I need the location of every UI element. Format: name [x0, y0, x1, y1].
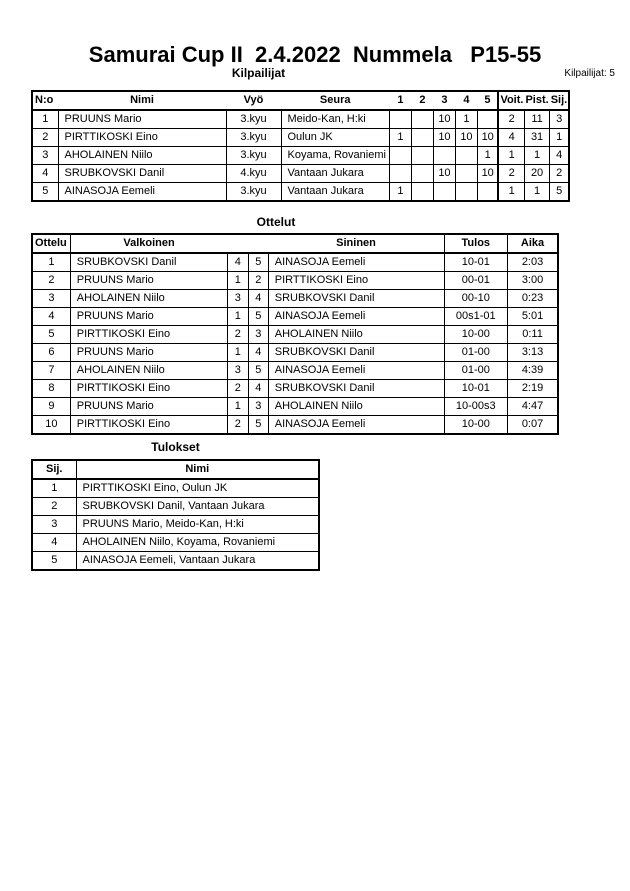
table-cell: AINASOJA Eemeli, Vantaan Jukara [76, 552, 319, 571]
col-header-aika: Aika [507, 234, 558, 253]
table-cell [411, 183, 433, 202]
table-cell: 4 [248, 380, 268, 398]
table-cell: 10-01 [444, 380, 507, 398]
table-cell [411, 110, 433, 129]
section-heading-tulokset: Tulokset [151, 440, 200, 454]
table-cell: 10 [455, 129, 477, 147]
table-cell: PIRTTIKOSKI Eino [58, 129, 226, 147]
table-cell: 5:01 [507, 308, 558, 326]
table-cell: PIRTTIKOSKI Eino, Oulun JK [76, 479, 319, 498]
competitors-table [31, 90, 570, 202]
col-header-sininen: Sininen [268, 234, 444, 253]
table-cell: 4 [550, 147, 570, 165]
table-row [32, 326, 558, 344]
table-cell: 5 [248, 362, 268, 380]
table-row [32, 552, 319, 571]
col-header-pist: Pist. [524, 91, 549, 110]
table-cell: 9 [32, 398, 70, 416]
table-cell: 3 [550, 110, 570, 129]
table-cell: 10 [433, 165, 455, 183]
table-cell: PRUUNS Mario [70, 398, 227, 416]
table-cell: 10-00 [444, 416, 507, 435]
table-cell [389, 147, 411, 165]
col-header-nimi: Nimi [58, 91, 226, 110]
table-cell: 5 [32, 183, 58, 202]
table-cell: 2 [32, 129, 58, 147]
table-cell: PRUUNS Mario [70, 272, 227, 290]
table-cell: 10 [32, 416, 70, 435]
table-cell: AHOLAINEN Niilo, Koyama, Rovaniemi [76, 534, 319, 552]
table-cell: PRUUNS Mario, Meido-Kan, H:ki [76, 516, 319, 534]
table-cell [411, 165, 433, 183]
table-cell: 4 [227, 253, 248, 272]
table-cell: 1 [32, 479, 76, 498]
table-row [32, 110, 569, 129]
table-cell: 1 [32, 253, 70, 272]
table-cell: 3 [32, 290, 70, 308]
table-cell: 10-00s3 [444, 398, 507, 416]
col-header-tulos: Tulos [444, 234, 507, 253]
table-cell: AINASOJA Eemeli [268, 416, 444, 435]
table-cell: 7 [32, 362, 70, 380]
table-cell [433, 183, 455, 202]
col-header-vyo: Vyö [226, 91, 281, 110]
table-cell: 4 [248, 290, 268, 308]
table-cell [455, 147, 477, 165]
matches-table-body [32, 253, 558, 434]
table-cell: PRUUNS Mario [58, 110, 226, 129]
table-cell: 3 [248, 326, 268, 344]
table-cell: 3 [32, 516, 76, 534]
col-header-r3: 3 [433, 91, 455, 110]
col-header-blue-number [248, 234, 268, 253]
table-cell: PRUUNS Mario [70, 344, 227, 362]
table-row [32, 290, 558, 308]
table-row [32, 308, 558, 326]
table-cell [389, 165, 411, 183]
table-cell: 6 [32, 344, 70, 362]
table-cell: 1 [550, 129, 570, 147]
table-cell: 1 [389, 129, 411, 147]
table-row [32, 344, 558, 362]
table-row [32, 129, 569, 147]
table-cell: 5 [248, 308, 268, 326]
table-cell: 2 [227, 380, 248, 398]
table-cell: SRUBKOVSKI Danil [70, 253, 227, 272]
competitors-table-body [32, 110, 569, 201]
page-title: Samurai Cup II 2.4.2022 Nummela P15-55 [88, 42, 542, 67]
table-cell: AHOLAINEN Niilo [70, 290, 227, 308]
table-cell: 4 [32, 165, 58, 183]
table-cell: SRUBKOVSKI Danil [58, 165, 226, 183]
table-cell: 3.kyu [226, 110, 281, 129]
table-cell: Vantaan Jukara [281, 183, 389, 202]
table-row [32, 479, 319, 498]
table-cell: 2 [498, 110, 524, 129]
table-cell: AINASOJA Eemeli [268, 308, 444, 326]
table-cell: 00-01 [444, 272, 507, 290]
table-cell: 1 [227, 398, 248, 416]
table-cell [389, 110, 411, 129]
table-cell: AHOLAINEN Niilo [70, 362, 227, 380]
section-heading-kilpailijat: Kilpailijat [231, 66, 286, 80]
table-cell: 1 [227, 272, 248, 290]
col-header-r1: 1 [389, 91, 411, 110]
table-cell: 10 [433, 110, 455, 129]
table-cell: 0:11 [507, 326, 558, 344]
table-cell: 4.kyu [226, 165, 281, 183]
table-cell: 4 [498, 129, 524, 147]
table-cell: 3 [227, 290, 248, 308]
table-cell: 2:19 [507, 380, 558, 398]
table-cell: AHOLAINEN Niilo [58, 147, 226, 165]
table-cell [455, 165, 477, 183]
table-cell: 8 [32, 380, 70, 398]
table-cell [433, 147, 455, 165]
table-cell: 1 [477, 147, 498, 165]
table-cell: 3.kyu [226, 183, 281, 202]
table-cell [455, 183, 477, 202]
table-cell: 4:39 [507, 362, 558, 380]
final-results-table [31, 459, 320, 571]
table-cell: 20 [524, 165, 549, 183]
table-cell: 4 [32, 534, 76, 552]
table-cell: 00s1-01 [444, 308, 507, 326]
table-cell: 3.kyu [226, 147, 281, 165]
table-cell: 01-00 [444, 344, 507, 362]
table-row [32, 165, 569, 183]
table-row [32, 380, 558, 398]
table-cell: 2 [32, 272, 70, 290]
table-cell [477, 110, 498, 129]
col-header-name: Nimi [76, 460, 319, 479]
table-cell: 1 [227, 344, 248, 362]
table-cell: Meido-Kan, H:ki [281, 110, 389, 129]
table-cell: 2 [498, 165, 524, 183]
table-cell: 3:00 [507, 272, 558, 290]
table-row [32, 183, 569, 202]
table-cell: AHOLAINEN Niilo [268, 398, 444, 416]
table-cell: 3 [248, 398, 268, 416]
col-header-seura: Seura [281, 91, 389, 110]
table-row [32, 416, 558, 435]
table-cell: 3:13 [507, 344, 558, 362]
final-results-table-body [32, 479, 319, 570]
table-cell: 1 [498, 183, 524, 202]
table-row [32, 534, 319, 552]
table-cell: 5 [248, 253, 268, 272]
table-cell: SRUBKOVSKI Danil [268, 380, 444, 398]
table-cell: 0:07 [507, 416, 558, 435]
table-row [32, 362, 558, 380]
table-cell: 10 [477, 129, 498, 147]
competitors-count-label: Kilpailijat: 5 [564, 68, 615, 79]
table-cell: 1 [389, 183, 411, 202]
table-row [32, 398, 558, 416]
table-cell: 1 [32, 110, 58, 129]
table-row [32, 272, 558, 290]
col-header-white-number [227, 234, 248, 253]
competitors-header-row [32, 91, 569, 110]
col-header-r5: 5 [477, 91, 498, 110]
table-cell: Koyama, Rovaniemi [281, 147, 389, 165]
table-cell [411, 129, 433, 147]
table-cell: 00-10 [444, 290, 507, 308]
col-header-r2: 2 [411, 91, 433, 110]
table-cell: PIRTTIKOSKI Eino [70, 380, 227, 398]
table-row [32, 147, 569, 165]
col-header-voit: Voit. [498, 91, 524, 110]
table-cell: AINASOJA Eemeli [58, 183, 226, 202]
table-cell: SRUBKOVSKI Danil [268, 290, 444, 308]
table-cell: 01-00 [444, 362, 507, 380]
table-cell: PIRTTIKOSKI Eino [70, 416, 227, 435]
table-row [32, 498, 319, 516]
table-cell: 2 [248, 272, 268, 290]
table-cell: 5 [32, 326, 70, 344]
table-cell: 0:23 [507, 290, 558, 308]
table-cell: 2:03 [507, 253, 558, 272]
col-header-no: N:o [32, 91, 58, 110]
table-cell: 5 [32, 552, 76, 571]
table-cell: SRUBKOVSKI Danil [268, 344, 444, 362]
table-cell: 1 [524, 147, 549, 165]
table-cell: Oulun JK [281, 129, 389, 147]
table-cell: 4 [32, 308, 70, 326]
table-cell: 3 [32, 147, 58, 165]
col-header-sij: Sij. [550, 91, 570, 110]
table-cell: PIRTTIKOSKI Eino [70, 326, 227, 344]
table-cell: 1 [524, 183, 549, 202]
table-cell [411, 147, 433, 165]
col-header-valkoinen: Valkoinen [70, 234, 227, 253]
table-cell: 10 [433, 129, 455, 147]
table-cell: 1 [498, 147, 524, 165]
table-cell: 1 [455, 110, 477, 129]
table-cell: 5 [248, 416, 268, 435]
table-cell: AHOLAINEN Niilo [268, 326, 444, 344]
table-cell: PIRTTIKOSKI Eino [268, 272, 444, 290]
table-cell: 2 [32, 498, 76, 516]
table-cell: 4:47 [507, 398, 558, 416]
matches-header-row [32, 234, 558, 253]
table-cell: 10-00 [444, 326, 507, 344]
table-row [32, 516, 319, 534]
table-cell: 2 [227, 326, 248, 344]
table-cell: 31 [524, 129, 549, 147]
col-header-placement: Sij. [32, 460, 76, 479]
table-cell: 11 [524, 110, 549, 129]
table-cell: 1 [227, 308, 248, 326]
table-cell: 10-01 [444, 253, 507, 272]
table-cell: SRUBKOVSKI Danil, Vantaan Jukara [76, 498, 319, 516]
table-cell: PRUUNS Mario [70, 308, 227, 326]
matches-table [31, 233, 559, 435]
table-cell [477, 183, 498, 202]
table-cell: 5 [550, 183, 570, 202]
table-cell: 10 [477, 165, 498, 183]
table-cell: 2 [227, 416, 248, 435]
table-cell: AINASOJA Eemeli [268, 362, 444, 380]
table-row [32, 253, 558, 272]
table-cell: 4 [248, 344, 268, 362]
table-cell: 3 [227, 362, 248, 380]
table-cell: 3.kyu [226, 129, 281, 147]
table-cell: Vantaan Jukara [281, 165, 389, 183]
col-header-r4: 4 [455, 91, 477, 110]
col-header-ottelu: Ottelu [32, 234, 70, 253]
table-cell: AINASOJA Eemeli [268, 253, 444, 272]
table-cell: 2 [550, 165, 570, 183]
section-heading-ottelut: Ottelut [256, 215, 296, 229]
results-header-row [32, 460, 319, 479]
